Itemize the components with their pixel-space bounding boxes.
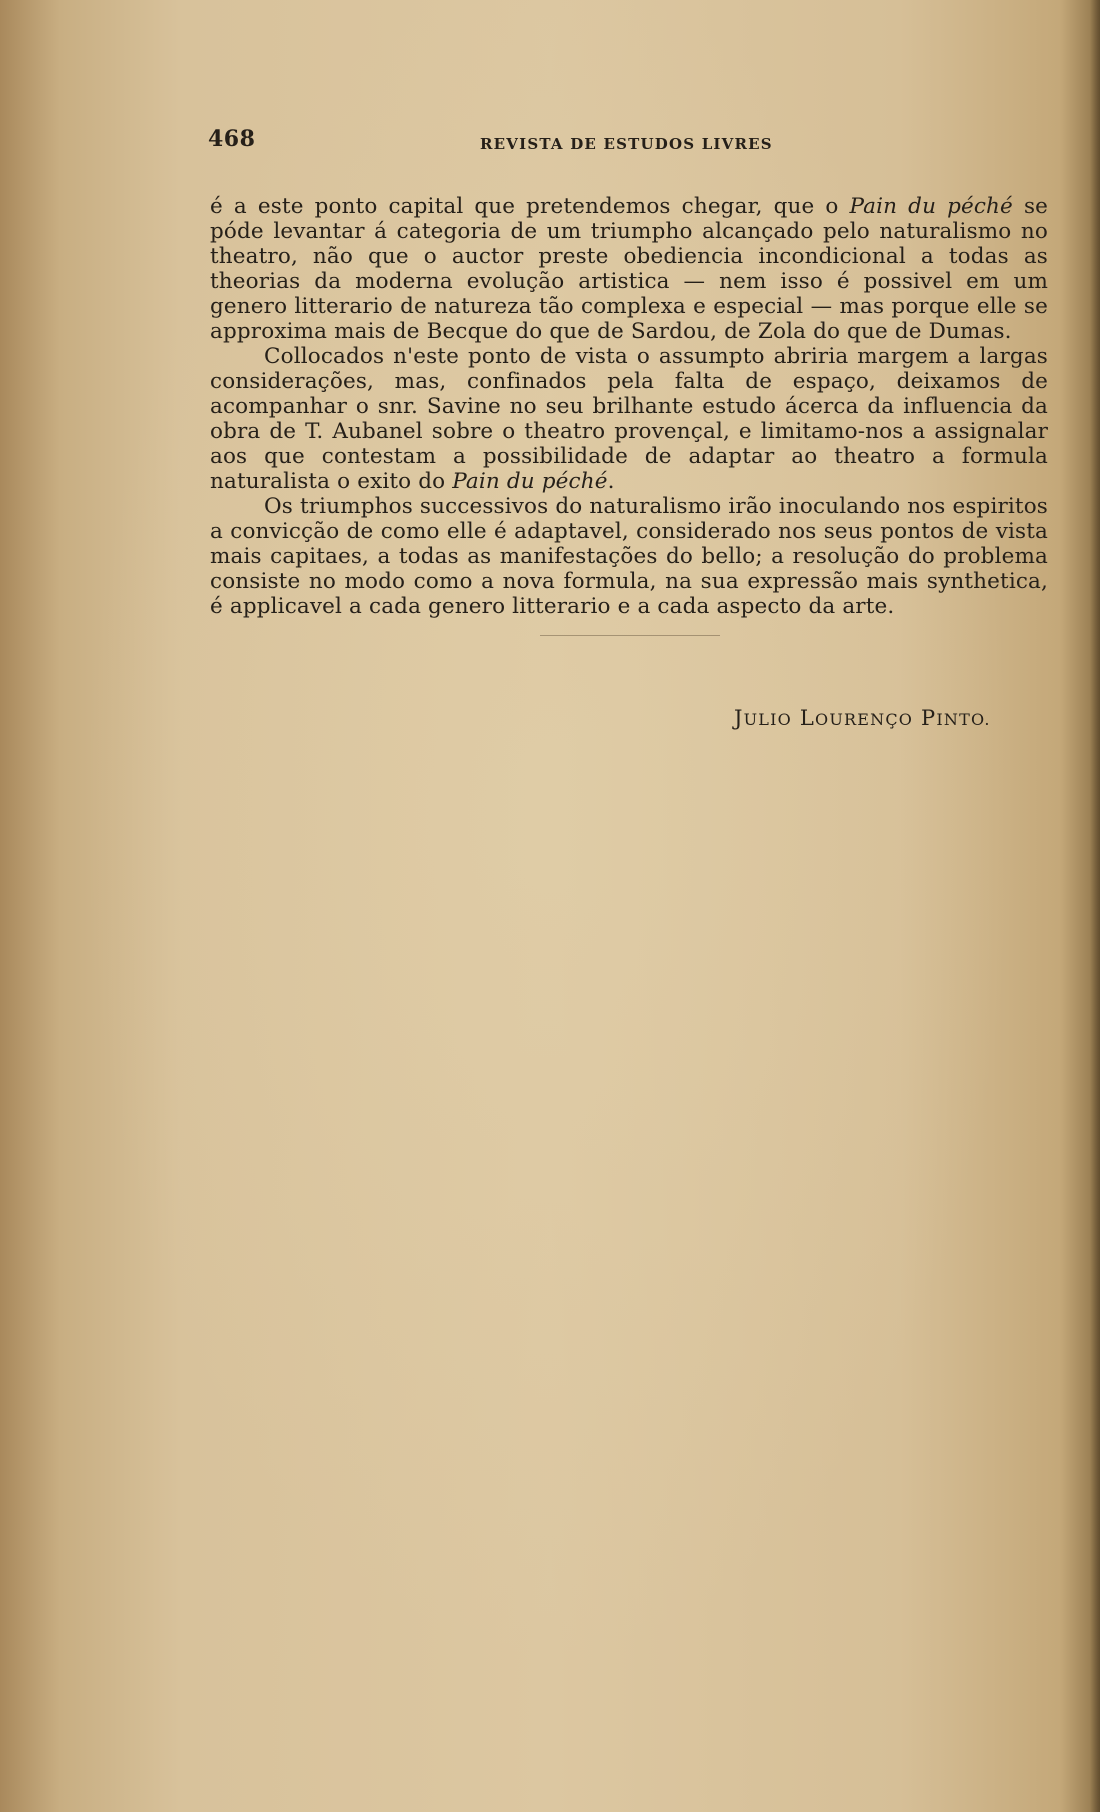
paragraph-2-text-a: Collocados n'este ponto de vista o assumpto abriria margem a largas considerações, mas, confinados pela falta de espaço, deixamos de acompanhar o snr. Savine no seu brilhante estudo ácerca da influencia da obra de T. Aubanel sobre o theatro provençal, e limitamo-nos a assignalar aos que contestam a possibilidade de adaptar ao theatro a formula naturalista o exito do bbox=[210, 344, 1048, 494]
paragraph-2-text-b: . bbox=[607, 469, 615, 494]
signature-initial: J bbox=[734, 706, 744, 730]
work-title-italic: Pain du péché bbox=[452, 469, 608, 494]
journal-title: REVISTA DE ESTUDOS LIVRES bbox=[480, 135, 773, 153]
paragraph-1-text-b: se póde levantar á categoria de um triumpho alcançado pelo naturalismo no theatro, não que o auctor preste obediencia incondicional a todas as theorias da moderna evolução artistica — nem isso é possivel em um genero litterario de natureza tão complexa e especial — mas porque elle se approxima mais de Becque do que de Sardou, de Zola do que de Dumas. bbox=[210, 194, 1048, 344]
paragraph-1 bbox=[210, 194, 1048, 344]
author-signature bbox=[734, 706, 991, 730]
page-number: 468 bbox=[208, 126, 256, 152]
paragraph-1-text-a: é a este ponto capital que pretendemos chegar, que o bbox=[210, 194, 850, 219]
signature-smallcaps: OURENÇO bbox=[815, 710, 914, 729]
paragraph-3: Os triumphos successivos do naturalismo irão inoculando nos espiritos a convicção de como elle é adaptavel, considerado nos seus pontos de vista mais capitaes, a todas as manifestações do bello; a resolução do problema consiste no modo como a nova formula, na sua expressão mais synthetica, é applicavel a cada genero litterario e a cada aspecto da arte. bbox=[210, 494, 1048, 619]
article-body bbox=[210, 194, 1048, 619]
signature-initial: P bbox=[921, 706, 937, 730]
page-edge-shadow bbox=[1090, 0, 1100, 1812]
signature-smallcaps: ULIO bbox=[743, 710, 792, 729]
section-divider bbox=[540, 635, 720, 636]
signature-initial: L bbox=[799, 706, 816, 730]
paragraph-2 bbox=[210, 344, 1048, 494]
signature-smallcaps: INTO. bbox=[936, 710, 991, 729]
running-head bbox=[208, 126, 778, 156]
work-title-italic: Pain du péché bbox=[849, 194, 1013, 219]
